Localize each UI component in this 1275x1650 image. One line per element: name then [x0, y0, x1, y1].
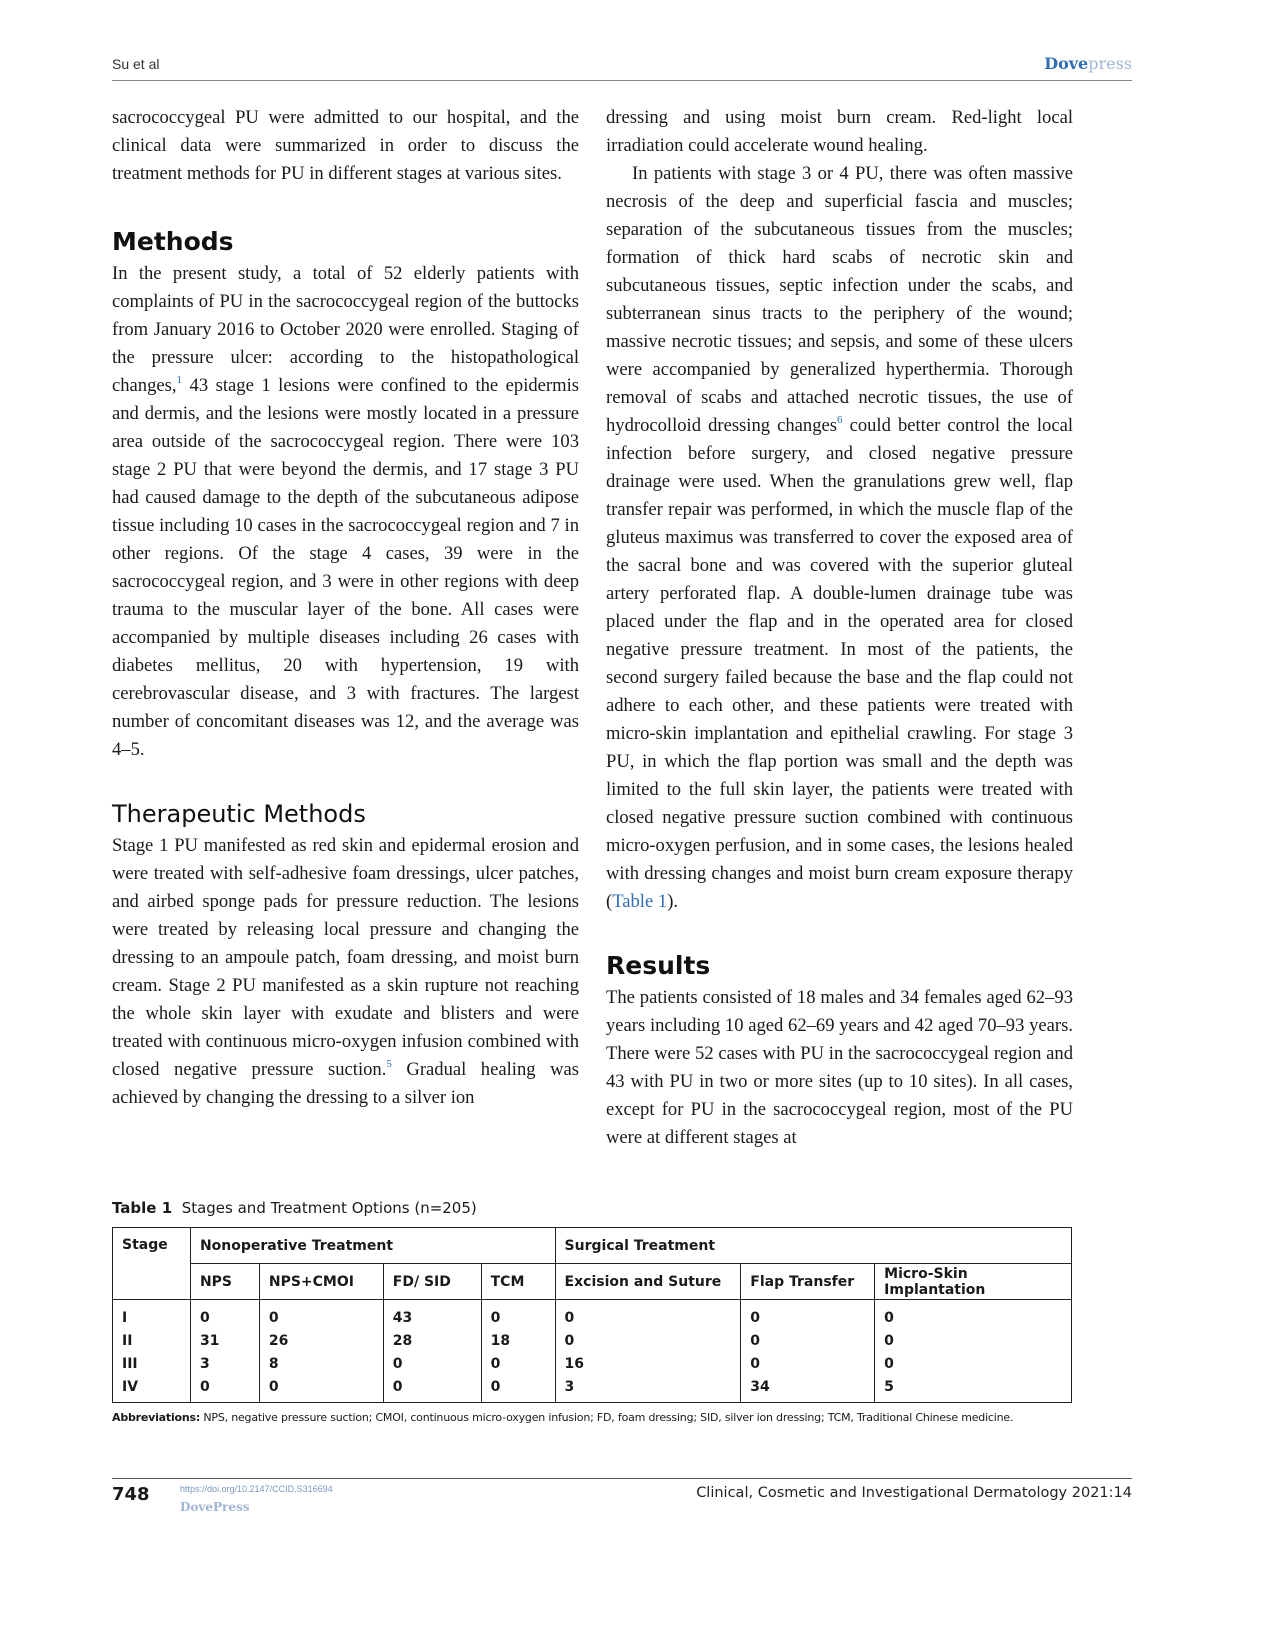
table-cell: 0: [383, 1352, 481, 1375]
stages-treatment-table: [112, 1227, 1072, 1403]
row-stage: I: [113, 1300, 191, 1330]
table-cell: 26: [259, 1329, 383, 1352]
publisher-logo[interactable]: [1044, 54, 1132, 73]
therapeutic-text-a: Stage 1 PU manifested as red skin and epidermal erosion and were treated with self-adhesive foam dressings, ulcer patches, and airbed sponge pads for pressure reduction. The lesions were treated by releasing local pressure and changing the dressing to an ampoule patch, foam dressing, and moist burn cream. Stage 2 PU manifested as a skin rupture not reaching the whole skin layer with exudate and blisters and were treated with continuous micro-oxygen infusion combined with closed negative pressure suction.: [112, 835, 579, 1080]
table-1-link[interactable]: Table 1: [612, 891, 668, 912]
table-cell: 43: [383, 1300, 481, 1330]
results-heading: Results: [606, 951, 711, 980]
table-caption-text: Stages and Treatment Options (n=205): [181, 1199, 477, 1217]
table-row: [113, 1352, 1072, 1375]
footer-publisher-logo[interactable]: DovePress: [180, 1500, 250, 1514]
table-abbreviations: [112, 1411, 1072, 1424]
table-cell: 8: [259, 1352, 383, 1375]
journal-citation: Clinical, Cosmetic and Investigational Dermatology 2021:14: [696, 1485, 1132, 1501]
table-label: Table 1: [112, 1199, 173, 1217]
stage34-text-a: In patients with stage 3 or 4 PU, there was often massive necrosis of the deep and superficial fascia and muscles; separation of the subcutaneous tissues from the muscles; formation of thick hard scabs of necrotic skin and subcutaneous tissues, septic infection under the scabs, and subterranean sinus tracts to the periphery of the wound; massive necrotic tissues; and sepsis, and some of these ulcers were accompanied by generalized hyperthermia. Thorough removal of scabs and attached necrotic tissues, the use of hydrocolloid dressing changes: [606, 163, 1073, 436]
column-header: NPS+CMOI: [259, 1264, 383, 1300]
methods-paragraph: [112, 260, 579, 764]
abbreviations-text: NPS, negative pressure suction; CMOI, continuous micro-oxygen infusion; FD, foam dressing; SID, silver ion dressing; TCM, Traditional Chinese medicine.: [200, 1411, 1014, 1424]
table-cell: 31: [190, 1329, 259, 1352]
table-cell: 3: [190, 1352, 259, 1375]
column-header: Flap Transfer: [741, 1264, 875, 1300]
methods-text-b: 43 stage 1 lesions were confined to the epidermis and dermis, and the lesions were mostly located in a pressure area outside of the sacrococcygeal region. There were 103 stage 2 PU that were beyond the dermis, and 17 stage 3 PU had caused damage to the depth of the subcutaneous adipose tissue including 10 cases in the sacrococcygeal region and 7 in other regions. Of the stage 4 cases, 39 were in the sacrococcygeal region, and 3 were in other regions with deep trauma to the muscular layer of the bone. All cases were accompanied by multiple diseases including 26 cases with diabetes mellitus, 20 with hypertension, 19 with cerebrovascular disease, and 3 with fractures. The largest number of concomitant diseases was 12, and the average was 4–5.: [112, 375, 579, 760]
table-1: [112, 1199, 1072, 1424]
table-caption: [112, 1199, 1072, 1217]
right-column: [606, 104, 1073, 1152]
table-cell: 16: [555, 1352, 741, 1375]
methods-heading: Methods: [112, 227, 234, 256]
methods-text-a: In the present study, a total of 52 elderly patients with complaints of PU in the sacrococcygeal region of the buttocks from January 2016 to October 2020 were enrolled. Staging of the pressure ulcer: according to the histopathological changes,: [112, 263, 579, 396]
table-cell: 0: [190, 1375, 259, 1403]
table-cell: 0: [555, 1329, 741, 1352]
table-cell: 3: [555, 1375, 741, 1403]
left-column: [112, 104, 579, 1112]
column-header: NPS: [190, 1264, 259, 1300]
footer-divider: [112, 1478, 1132, 1479]
continued-paragraph: dressing and using moist burn cream. Red-light local irradiation could accelerate wound healing.: [606, 107, 1073, 156]
stage34-text-end: ).: [667, 891, 679, 912]
row-stage: III: [113, 1352, 191, 1375]
doi-link[interactable]: https://doi.org/10.2147/CCID.S316694: [180, 1484, 333, 1494]
therapeutic-methods-heading: Therapeutic Methods: [112, 800, 366, 828]
header-stage: Stage: [113, 1228, 191, 1300]
column-header: TCM: [481, 1264, 555, 1300]
table-cell: 5: [875, 1375, 1072, 1403]
abbreviations-label: Abbreviations:: [112, 1411, 201, 1424]
reference-6[interactable]: 6: [837, 414, 843, 426]
therapeutic-text-b: Gradual healing was achieved by changing the dressing to a silver ion: [112, 1059, 579, 1108]
table-cell: 0: [190, 1300, 259, 1330]
table-cell: 18: [481, 1329, 555, 1352]
table-cell: 0: [383, 1375, 481, 1403]
table-cell: 0: [481, 1375, 555, 1403]
page-number: 748: [112, 1484, 150, 1505]
header-surgical: Surgical Treatment: [555, 1228, 1071, 1264]
header-divider: [112, 80, 1132, 81]
table-cell: 0: [259, 1300, 383, 1330]
intro-paragraph: sacrococcygeal PU were admitted to our hospital, and the clinical data were summarized in order to discuss the treatment methods for PU in different stages at various sites.: [112, 107, 579, 184]
reference-1[interactable]: 1: [176, 374, 183, 386]
table-cell: 0: [741, 1352, 875, 1375]
table-cell: 0: [481, 1300, 555, 1330]
column-header: Excision and Suture: [555, 1264, 741, 1300]
therapeutic-paragraph: [112, 832, 579, 1112]
table-cell: 0: [875, 1329, 1072, 1352]
column-header: FD/ SID: [383, 1264, 481, 1300]
table-cell: 0: [481, 1352, 555, 1375]
stage34-paragraph: [606, 160, 1073, 916]
publisher-logo-dove: Dove: [1044, 54, 1089, 73]
header-nonoperative: Nonoperative Treatment: [190, 1228, 555, 1264]
results-paragraph: The patients consisted of 18 males and 34 females aged 62–93 years including 10 aged 62–69 years and 42 aged 70–93 years. There were 52 cases with PU in the sacrococcygeal region and 43 with PU in two or more sites (up to 10 sites). In all cases, except for PU in the sacrococcygeal region, most of the PU were at different stages at: [606, 987, 1073, 1148]
row-stage: IV: [113, 1375, 191, 1403]
row-stage: II: [113, 1329, 191, 1352]
table-cell: 28: [383, 1329, 481, 1352]
table-row: [113, 1375, 1072, 1403]
column-header: Micro-Skin Implantation: [875, 1264, 1072, 1300]
table-cell: 0: [259, 1375, 383, 1403]
publisher-logo-press: press: [1088, 54, 1132, 73]
table-cell: 0: [875, 1352, 1072, 1375]
table-row: [113, 1300, 1072, 1330]
table-cell: 34: [741, 1375, 875, 1403]
reference-5[interactable]: 5: [386, 1058, 392, 1070]
stage34-text-b: could better control the local infection before surgery, and closed negative pressure drainage were used. When the granulations grew well, flap transfer repair was performed, in which the muscle flap of the gluteus maximus was transferred to cover the exposed area of the sacral bone and was covered with the superior gluteal artery perforated flap. A double-lumen drainage tube was placed under the flap and in the operated area for closed negative pressure treatment. In most of the patients, the second surgery failed because the base and the flap could not adhere to each other, and these patients were treated with micro-skin implantation and epithelial crawling. For stage 3 PU, in which the flap portion was small and the depth was limited to the full skin layer, the patients were treated with closed negative pressure suction combined with continuous micro-oxygen perfusion, and in some cases, the lesions healed with dressing changes and moist burn cream exposure therapy (: [606, 415, 1073, 912]
running-head-author: Su et al: [112, 56, 160, 72]
table-cell: 0: [741, 1329, 875, 1352]
table-cell: 0: [875, 1300, 1072, 1330]
table-cell: 0: [741, 1300, 875, 1330]
table-row: [113, 1329, 1072, 1352]
table-cell: 0: [555, 1300, 741, 1330]
